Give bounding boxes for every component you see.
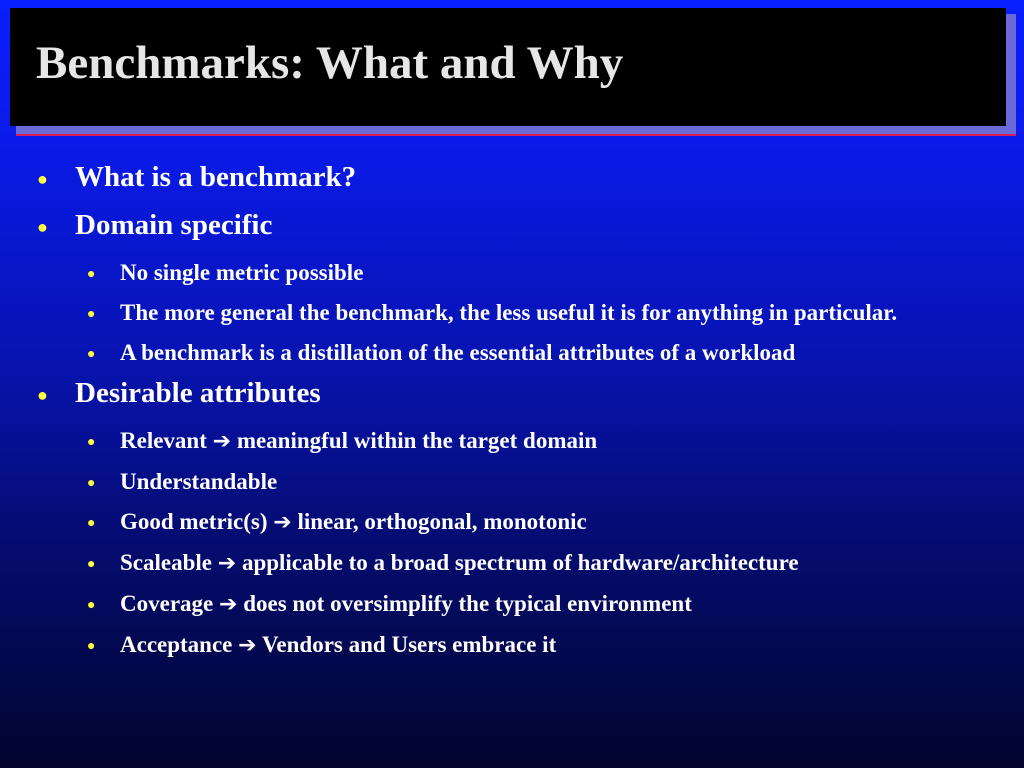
bullet-dot-icon: ●	[87, 516, 96, 531]
bullet-what-is-benchmark	[0, 160, 975, 194]
right-arrow-icon: ➔	[212, 429, 232, 454]
right-arrow-icon: ➔	[217, 551, 237, 576]
attribute-term: Acceptance	[120, 632, 233, 657]
attribute-description: linear, orthogonal, monotonic	[297, 509, 587, 534]
attribute-term: Coverage	[120, 591, 214, 616]
attribute-description: meaningful within the target domain	[236, 428, 598, 453]
bullet-text: No single metric possible	[120, 260, 364, 285]
bullet-text: Desirable attributes	[75, 377, 321, 409]
sub-bullet-no-single-metric	[0, 256, 960, 290]
bullet-domain-specific	[0, 208, 975, 242]
attribute-description: Vendors and Users embrace it	[261, 632, 557, 657]
bullet-text: The more general the benchmark, the less useful it is for anything in particular.	[120, 300, 898, 325]
right-arrow-icon: ➔	[238, 633, 257, 658]
title-bar	[10, 8, 1006, 126]
bullet-text: Domain specific	[75, 209, 273, 241]
right-arrow-icon: ➔	[219, 592, 238, 617]
bullet-text: A benchmark is a distillation of the essential attributes of a workload	[120, 340, 796, 365]
sub-bullet-distillation	[0, 336, 960, 370]
attribute-term: Relevant	[120, 428, 207, 453]
bullet-dot-icon: ●	[87, 347, 96, 362]
bullet-dot-icon: ●	[87, 557, 96, 572]
bullet-dot-icon: ●	[37, 217, 48, 237]
bullet-desirable-attributes	[0, 376, 975, 410]
bullet-dot-icon: ●	[87, 435, 96, 450]
title-accent-line	[16, 134, 1016, 136]
attribute-relevant	[0, 424, 960, 459]
right-arrow-icon: ➔	[273, 510, 292, 535]
bullet-dot-icon: ●	[87, 307, 96, 322]
slide-body	[0, 160, 1024, 669]
bullet-dot-icon: ●	[87, 598, 96, 613]
attribute-understandable	[0, 465, 960, 499]
attribute-coverage	[0, 587, 960, 622]
attribute-description: applicable to a broad spectrum of hardware/architecture	[241, 550, 799, 575]
attribute-description: does not oversimplify the typical environment	[243, 591, 692, 616]
bullet-dot-icon: ●	[37, 169, 48, 189]
bullet-dot-icon: ●	[87, 267, 96, 282]
attribute-acceptance	[0, 628, 960, 663]
attribute-term: Good metric(s)	[120, 509, 268, 534]
attribute-scaleable	[0, 546, 960, 581]
attribute-good-metrics	[0, 505, 960, 540]
attribute-term: Scaleable	[120, 550, 212, 575]
sub-bullet-more-general	[0, 296, 960, 330]
slide-title: Benchmarks: What and Why	[36, 37, 624, 89]
bullet-dot-icon: ●	[87, 476, 96, 491]
bullet-dot-icon: ●	[37, 385, 48, 405]
bullet-text: Understandable	[120, 469, 278, 494]
bullet-dot-icon: ●	[87, 639, 96, 654]
bullet-text: What is a benchmark?	[75, 161, 357, 193]
